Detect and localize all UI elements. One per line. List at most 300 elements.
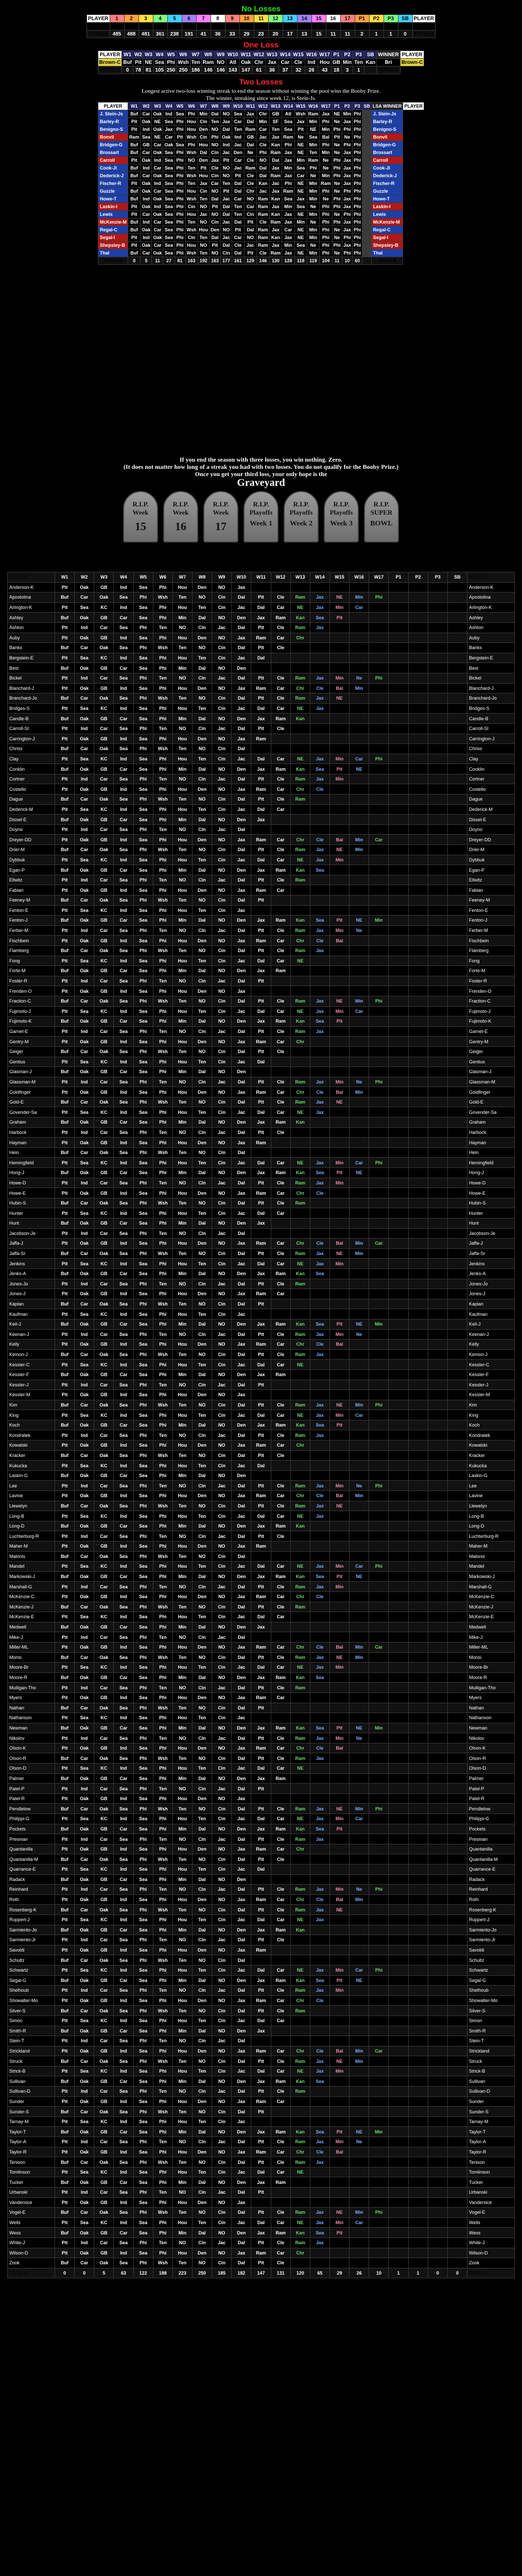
pick-cell: Oak — [75, 1491, 94, 1501]
pick-cell: Oak — [75, 1925, 94, 1935]
pick-cell — [408, 1218, 428, 1229]
pick-cell: Jax — [294, 195, 307, 203]
pick-cell: Cin — [212, 1804, 232, 1814]
pick-cell: Pit — [55, 1612, 75, 1622]
pick-cell: GB — [94, 714, 114, 724]
pick-cell: Pit — [55, 1511, 75, 1521]
pick-cell: Ind — [75, 1733, 94, 1743]
pick-cell: Cle — [271, 1450, 290, 1461]
player-name: Bridges-S — [8, 703, 55, 714]
pick-cell: Ten — [172, 996, 192, 1006]
pick-cell: Den — [192, 1188, 212, 1198]
pick-cell: NO — [212, 1793, 232, 1804]
pick-cell — [271, 815, 290, 825]
pick-cell: Ram — [251, 1541, 271, 1552]
table-row — [8, 2056, 515, 2066]
player-name: Myers — [8, 1692, 55, 1703]
pick-cell: Phi — [320, 188, 333, 195]
table-row — [98, 157, 424, 164]
table-row — [8, 936, 515, 946]
pick-cell: NO — [172, 1077, 192, 1087]
pick-cell: Sea — [133, 2147, 153, 2157]
pick-cell — [290, 1692, 310, 1703]
pick-cell — [447, 2107, 467, 2117]
pick-cell: Dal — [192, 1571, 212, 1582]
pick-cell — [428, 1178, 447, 1188]
pick-cell: Jax — [232, 1239, 251, 1249]
pick-cell: Sea — [133, 2197, 153, 2208]
player-name-right: Bridgen-G — [371, 141, 403, 149]
pick-cell: Oak — [75, 613, 94, 623]
pick-cell: NO — [192, 1955, 212, 1965]
pick-cell — [447, 2116, 467, 2127]
pick-cell — [369, 2228, 389, 2238]
pick-cell: Jac — [232, 1865, 251, 1875]
pick-cell: Ten — [232, 203, 245, 211]
week-header: 15 — [311, 15, 326, 23]
pick-cell: NE — [290, 1360, 310, 1370]
table-row — [8, 2177, 515, 2188]
pick-cell: Wsh — [153, 1854, 172, 1865]
pick-cell: Phi — [353, 110, 362, 118]
pick-cell: Sea — [133, 1188, 153, 1198]
table-row — [8, 1239, 515, 1249]
pick-cell — [447, 1713, 467, 1723]
pick-cell — [428, 1764, 447, 1774]
pick-cell: Buf — [55, 1470, 75, 1481]
pick-cell — [428, 835, 447, 845]
pick-cell: Sea — [133, 734, 153, 744]
table-row — [8, 2188, 515, 2198]
pick-cell — [310, 1622, 329, 1632]
pick-cell — [447, 1097, 467, 1107]
pick-cell — [408, 2015, 428, 2026]
pick-cell — [428, 1147, 447, 1158]
pick-cell: Cle — [271, 643, 290, 653]
player-name-right: Sarmiento-Jo — [467, 1925, 515, 1935]
pick-cell — [389, 1026, 408, 1037]
pick-cell: Dal — [251, 1107, 271, 1117]
pick-cell: Cin — [212, 2217, 232, 2228]
pick-cell: Ram — [290, 1885, 310, 1895]
pick-cell — [389, 1006, 408, 1016]
pick-cell: Phi — [133, 1703, 153, 1713]
pick-cell: Pit — [55, 2147, 75, 2157]
total-cell: 1 — [384, 30, 398, 38]
pick-cell: Car — [94, 1430, 114, 1440]
pick-cell: Pit — [55, 1885, 75, 1895]
pick-cell: Den — [232, 663, 251, 673]
pick-cell: Min — [307, 249, 320, 257]
pick-cell: Hou — [172, 1965, 192, 1975]
pick-cell: Cin — [212, 2208, 232, 2218]
pick-cell: Oak — [94, 1501, 114, 1511]
pick-cell: NE — [329, 845, 349, 855]
table-row — [8, 653, 515, 663]
pick-cell — [447, 1380, 467, 1390]
pick-cell: Min — [369, 2127, 389, 2137]
pick-cell: Pit — [251, 622, 271, 633]
pick-cell: GB — [94, 865, 114, 875]
pick-cell — [447, 1894, 467, 1905]
lsa-cell — [362, 218, 372, 226]
pick-cell: Phi — [153, 1663, 172, 1673]
pick-cell — [290, 1854, 310, 1865]
pick-cell: Min — [172, 1975, 192, 1986]
pick-cell: Car — [94, 1481, 114, 1491]
pick-cell — [447, 1279, 467, 1289]
pick-cell: Ind — [141, 218, 152, 226]
table-row — [8, 885, 515, 895]
pick-cell: Wsh — [153, 996, 172, 1006]
pick-cell: Ind — [114, 1945, 133, 1955]
pick-cell: Cin — [212, 1309, 232, 1319]
player-name: Ashton — [8, 622, 55, 633]
pick-cell — [389, 885, 408, 895]
pick-cell: Sea — [310, 613, 329, 623]
pick-cell: Ne — [244, 149, 257, 157]
pick-cell: Oak — [75, 663, 94, 673]
pick-cell: Cin — [221, 249, 232, 257]
pick-cell — [447, 2137, 467, 2147]
pick-cell — [428, 2208, 447, 2218]
player-name-right: Sullivan-D — [467, 2087, 515, 2097]
pick-cell — [369, 2137, 389, 2147]
pick-cell — [389, 764, 408, 774]
pick-cell: Ram — [290, 622, 310, 633]
pick-cell: Ram — [290, 2137, 310, 2147]
pick-cell — [310, 2177, 329, 2188]
total-cell: 11 — [326, 30, 340, 38]
table-row — [8, 1733, 515, 1743]
pick-cell: Sea — [133, 1591, 153, 1602]
pick-cell: Den — [232, 149, 245, 157]
pick-cell: Buf — [55, 2056, 75, 2066]
tombstone-number: Week 3 — [330, 520, 353, 528]
pick-cell: Sea — [133, 2066, 153, 2076]
pick-cell — [408, 1107, 428, 1117]
pick-cell: NO — [192, 643, 212, 653]
pick-cell: Cin — [192, 723, 212, 734]
pick-cell: NO — [212, 1672, 232, 1683]
pick-cell: Pit — [251, 1178, 271, 1188]
pick-cell — [408, 1329, 428, 1340]
pick-cell: Min — [350, 835, 369, 845]
table-row — [8, 2167, 515, 2177]
player-name-right: Kessler-M — [467, 1390, 515, 1400]
table-row — [8, 1784, 515, 1794]
player-name-right: Zook — [467, 2258, 515, 2268]
pick-cell — [389, 996, 408, 1006]
pick-cell: Ten — [153, 1026, 172, 1037]
pick-cell: GB — [94, 1723, 114, 1733]
pick-cell: Sea — [133, 2046, 153, 2056]
pick-cell: Pit — [128, 126, 141, 133]
pick-cell: Den — [192, 2147, 212, 2157]
total-cell: 481 — [138, 30, 153, 38]
pick-cell: Den — [192, 1894, 212, 1905]
pick-cell — [447, 663, 467, 673]
pick-cell: Cle — [271, 1198, 290, 1208]
player-name-right: Olson-K — [467, 1743, 515, 1753]
pick-cell: Phi — [153, 1824, 172, 1834]
pick-cell — [290, 2188, 310, 2198]
pick-cell — [428, 1440, 447, 1451]
pick-cell: Ram — [251, 1188, 271, 1198]
table-row — [8, 1329, 515, 1340]
pick-cell — [389, 815, 408, 825]
pick-cell: Dal — [257, 172, 270, 180]
pick-cell: Jax — [269, 133, 282, 141]
pick-cell — [329, 1440, 349, 1451]
pick-cell: Wsh — [153, 1955, 172, 1965]
pick-cell: Pit — [251, 2087, 271, 2097]
pick-cell: Ind — [305, 59, 318, 66]
pick-cell — [389, 1349, 408, 1360]
tombstone-rip: R.I.P. — [253, 500, 269, 508]
pick-cell: Sea — [141, 133, 152, 141]
player-name-right: Ashley — [467, 613, 515, 623]
week-header: W15 — [294, 103, 307, 110]
pick-cell: Ind — [141, 195, 152, 203]
pick-cell — [408, 1713, 428, 1723]
player-name-right: Frenden-O — [467, 986, 515, 996]
table-row — [8, 794, 515, 805]
pick-cell: Jax — [251, 1117, 271, 1128]
pick-cell: NE — [290, 1663, 310, 1673]
pick-cell — [408, 1319, 428, 1329]
pick-cell — [447, 1733, 467, 1743]
pick-cell: Min — [329, 1481, 349, 1491]
pick-cell — [329, 1995, 349, 2006]
total-cell: 5 — [141, 257, 152, 265]
table-row — [8, 996, 515, 1006]
pick-cell — [428, 855, 447, 865]
pick-cell: Sea — [133, 1491, 153, 1501]
pick-cell — [389, 1158, 408, 1168]
pick-cell — [329, 1753, 349, 1764]
pick-cell: Sea — [133, 602, 153, 613]
pick-cell: Pit — [55, 1481, 75, 1491]
pick-cell: Jax — [232, 1995, 251, 2006]
player-name: Lavine — [8, 1491, 55, 1501]
pick-cell — [369, 663, 389, 673]
pick-cell — [329, 1228, 349, 1239]
pick-cell: Phi — [320, 249, 333, 257]
pick-cell: Sea — [163, 211, 175, 218]
pick-cell — [428, 1268, 447, 1279]
player-name: Jaffa-J — [8, 1239, 55, 1249]
pick-cell: Hou — [172, 1340, 192, 1350]
tombstone-label: Week — [172, 509, 189, 516]
pick-cell — [447, 1208, 467, 1218]
pick-cell — [408, 1158, 428, 1168]
pick-cell — [251, 663, 271, 673]
pick-cell: Pit — [251, 1248, 271, 1259]
pick-cell: Car — [141, 249, 152, 257]
pick-cell: Dal — [232, 2157, 251, 2167]
pick-cell: NO — [212, 1642, 232, 1652]
pick-cell: Chr — [290, 2147, 310, 2157]
pick-cell — [251, 1632, 271, 1642]
player-name-right: Strick-B — [467, 2066, 515, 2076]
pick-cell: NO — [172, 1481, 192, 1491]
week-header: P1 — [331, 51, 341, 59]
pick-cell: Sea — [114, 1178, 133, 1188]
pick-cell: Sea — [133, 1369, 153, 1380]
pick-cell: NO — [212, 784, 232, 794]
pick-cell — [329, 1874, 349, 1885]
pick-cell: Pit — [55, 885, 75, 895]
pick-cell — [389, 794, 408, 805]
pick-cell — [428, 1349, 447, 1360]
pick-cell: Car — [369, 1642, 389, 1652]
pick-cell: Sea — [114, 1733, 133, 1743]
pick-cell — [389, 1773, 408, 1784]
pick-cell — [350, 703, 369, 714]
pick-cell: Sea — [114, 1198, 133, 1208]
pick-cell — [447, 2015, 467, 2026]
table-row — [8, 1268, 515, 1279]
pick-cell: Buf — [55, 744, 75, 754]
pick-cell: Ind — [232, 133, 245, 141]
pick-cell: Ind — [75, 1279, 94, 1289]
pick-cell: Ram — [271, 1521, 290, 1531]
player-name-right: Graham — [467, 1117, 515, 1128]
table-row — [8, 815, 515, 825]
pick-cell — [389, 1279, 408, 1289]
pick-cell: Ten — [172, 1854, 192, 1865]
player-name-right: Sarmiento-Jr — [467, 1935, 515, 1945]
player-name-right: Kessler-F — [467, 1369, 515, 1380]
empty-cell — [153, 23, 167, 30]
pick-cell: Phi — [175, 234, 185, 242]
pick-cell: Ind — [114, 885, 133, 895]
pick-cell: Min — [329, 1077, 349, 1087]
pick-cell — [408, 966, 428, 976]
pick-cell: GB — [94, 734, 114, 744]
pick-cell — [251, 1955, 271, 1965]
pick-cell: Phi — [175, 242, 185, 249]
pick-cell — [329, 2087, 349, 2097]
player-name-right: Simon — [467, 2015, 515, 2026]
pick-cell: Sea — [133, 1945, 153, 1955]
pick-cell: Phi — [153, 754, 172, 764]
pick-cell: Buf — [128, 149, 141, 157]
pick-cell: Jac — [212, 1582, 232, 1592]
table-row — [8, 875, 515, 885]
pick-cell: NO — [212, 1340, 232, 1350]
pick-cell: Min — [172, 865, 192, 875]
player-name-right: Medwell — [467, 1622, 515, 1632]
total-cell: 250 — [192, 2268, 212, 2278]
pick-cell: Phi — [133, 1885, 153, 1895]
pick-cell: Hou — [198, 141, 210, 149]
pick-cell: NE — [329, 1501, 349, 1511]
pick-cell: Hou — [172, 2217, 192, 2228]
pick-cell — [350, 1198, 369, 1208]
pick-cell: Sea — [310, 1975, 329, 1986]
pick-cell: Den — [192, 2197, 212, 2208]
pick-cell: Pit — [55, 1683, 75, 1693]
pick-cell: Sea — [133, 1158, 153, 1168]
pick-cell: Car — [152, 141, 163, 149]
pick-cell: Ram — [290, 1733, 310, 1743]
pick-cell: NE — [329, 1097, 349, 1107]
pick-cell: Ram — [251, 1138, 271, 1148]
pick-cell: Ten — [172, 794, 192, 805]
pick-cell — [408, 986, 428, 996]
pick-cell — [389, 905, 408, 916]
pick-cell: Oak — [94, 2056, 114, 2066]
pick-cell — [329, 1279, 349, 1289]
pick-cell: Oak — [141, 180, 152, 188]
pick-cell: Buf — [55, 764, 75, 774]
pick-cell: Car — [75, 794, 94, 805]
pick-cell: Hou — [172, 986, 192, 996]
pick-cell: Cin — [212, 1057, 232, 1067]
pick-cell — [310, 1299, 329, 1309]
total-cell: 130 — [269, 257, 282, 265]
player-name: Foster-R — [8, 976, 55, 986]
pick-cell: NO — [172, 2087, 192, 2097]
pick-cell: Cin — [192, 824, 212, 835]
graveyard-section — [0, 456, 522, 543]
pick-cell — [428, 693, 447, 704]
pick-cell: Pit — [55, 2066, 75, 2076]
pick-cell: Chr — [290, 633, 310, 643]
pick-cell: Ind — [75, 1481, 94, 1491]
player-name-right: Moore-R — [467, 1672, 515, 1683]
pick-cell: Phi — [185, 110, 198, 118]
winner-header: WINNER — [377, 51, 401, 59]
pick-cell: Jax — [232, 1642, 251, 1652]
pick-cell: Jax — [342, 118, 353, 126]
player-name: Ashley — [8, 613, 55, 623]
pick-cell — [389, 855, 408, 865]
pick-cell — [389, 895, 408, 906]
pick-cell: Buf — [55, 1117, 75, 1128]
pick-cell — [447, 2167, 467, 2177]
pick-cell — [447, 1016, 467, 1027]
pick-cell: NO — [172, 1733, 192, 1743]
pick-cell: Cle — [244, 180, 257, 188]
pick-cell — [447, 1340, 467, 1350]
pick-cell: Dal — [192, 1319, 212, 1329]
pick-cell — [350, 622, 369, 633]
pick-cell: GB — [94, 1975, 114, 1986]
pick-cell: Ram — [251, 734, 271, 744]
lsa-cell — [362, 211, 372, 218]
pick-cell: Dal — [232, 1299, 251, 1309]
pick-cell: Buf — [55, 1369, 75, 1380]
pick-cell — [428, 1733, 447, 1743]
pick-cell: Pit — [232, 172, 245, 180]
pick-cell — [447, 1743, 467, 1753]
player-name-right: Mandel — [467, 1562, 515, 1572]
pick-cell: Ind — [114, 855, 133, 865]
pick-cell — [369, 2167, 389, 2177]
table-row — [98, 133, 424, 141]
pick-cell: Min — [350, 1894, 369, 1905]
player-name: Markowski-J — [8, 1571, 55, 1582]
pick-cell — [350, 936, 369, 946]
pick-cell — [369, 1814, 389, 1824]
pick-cell: Ne — [350, 1733, 369, 1743]
pick-cell: Oak — [141, 157, 152, 164]
player-name-right: Patel-P — [467, 1784, 515, 1794]
pick-cell: Hou — [198, 172, 210, 180]
